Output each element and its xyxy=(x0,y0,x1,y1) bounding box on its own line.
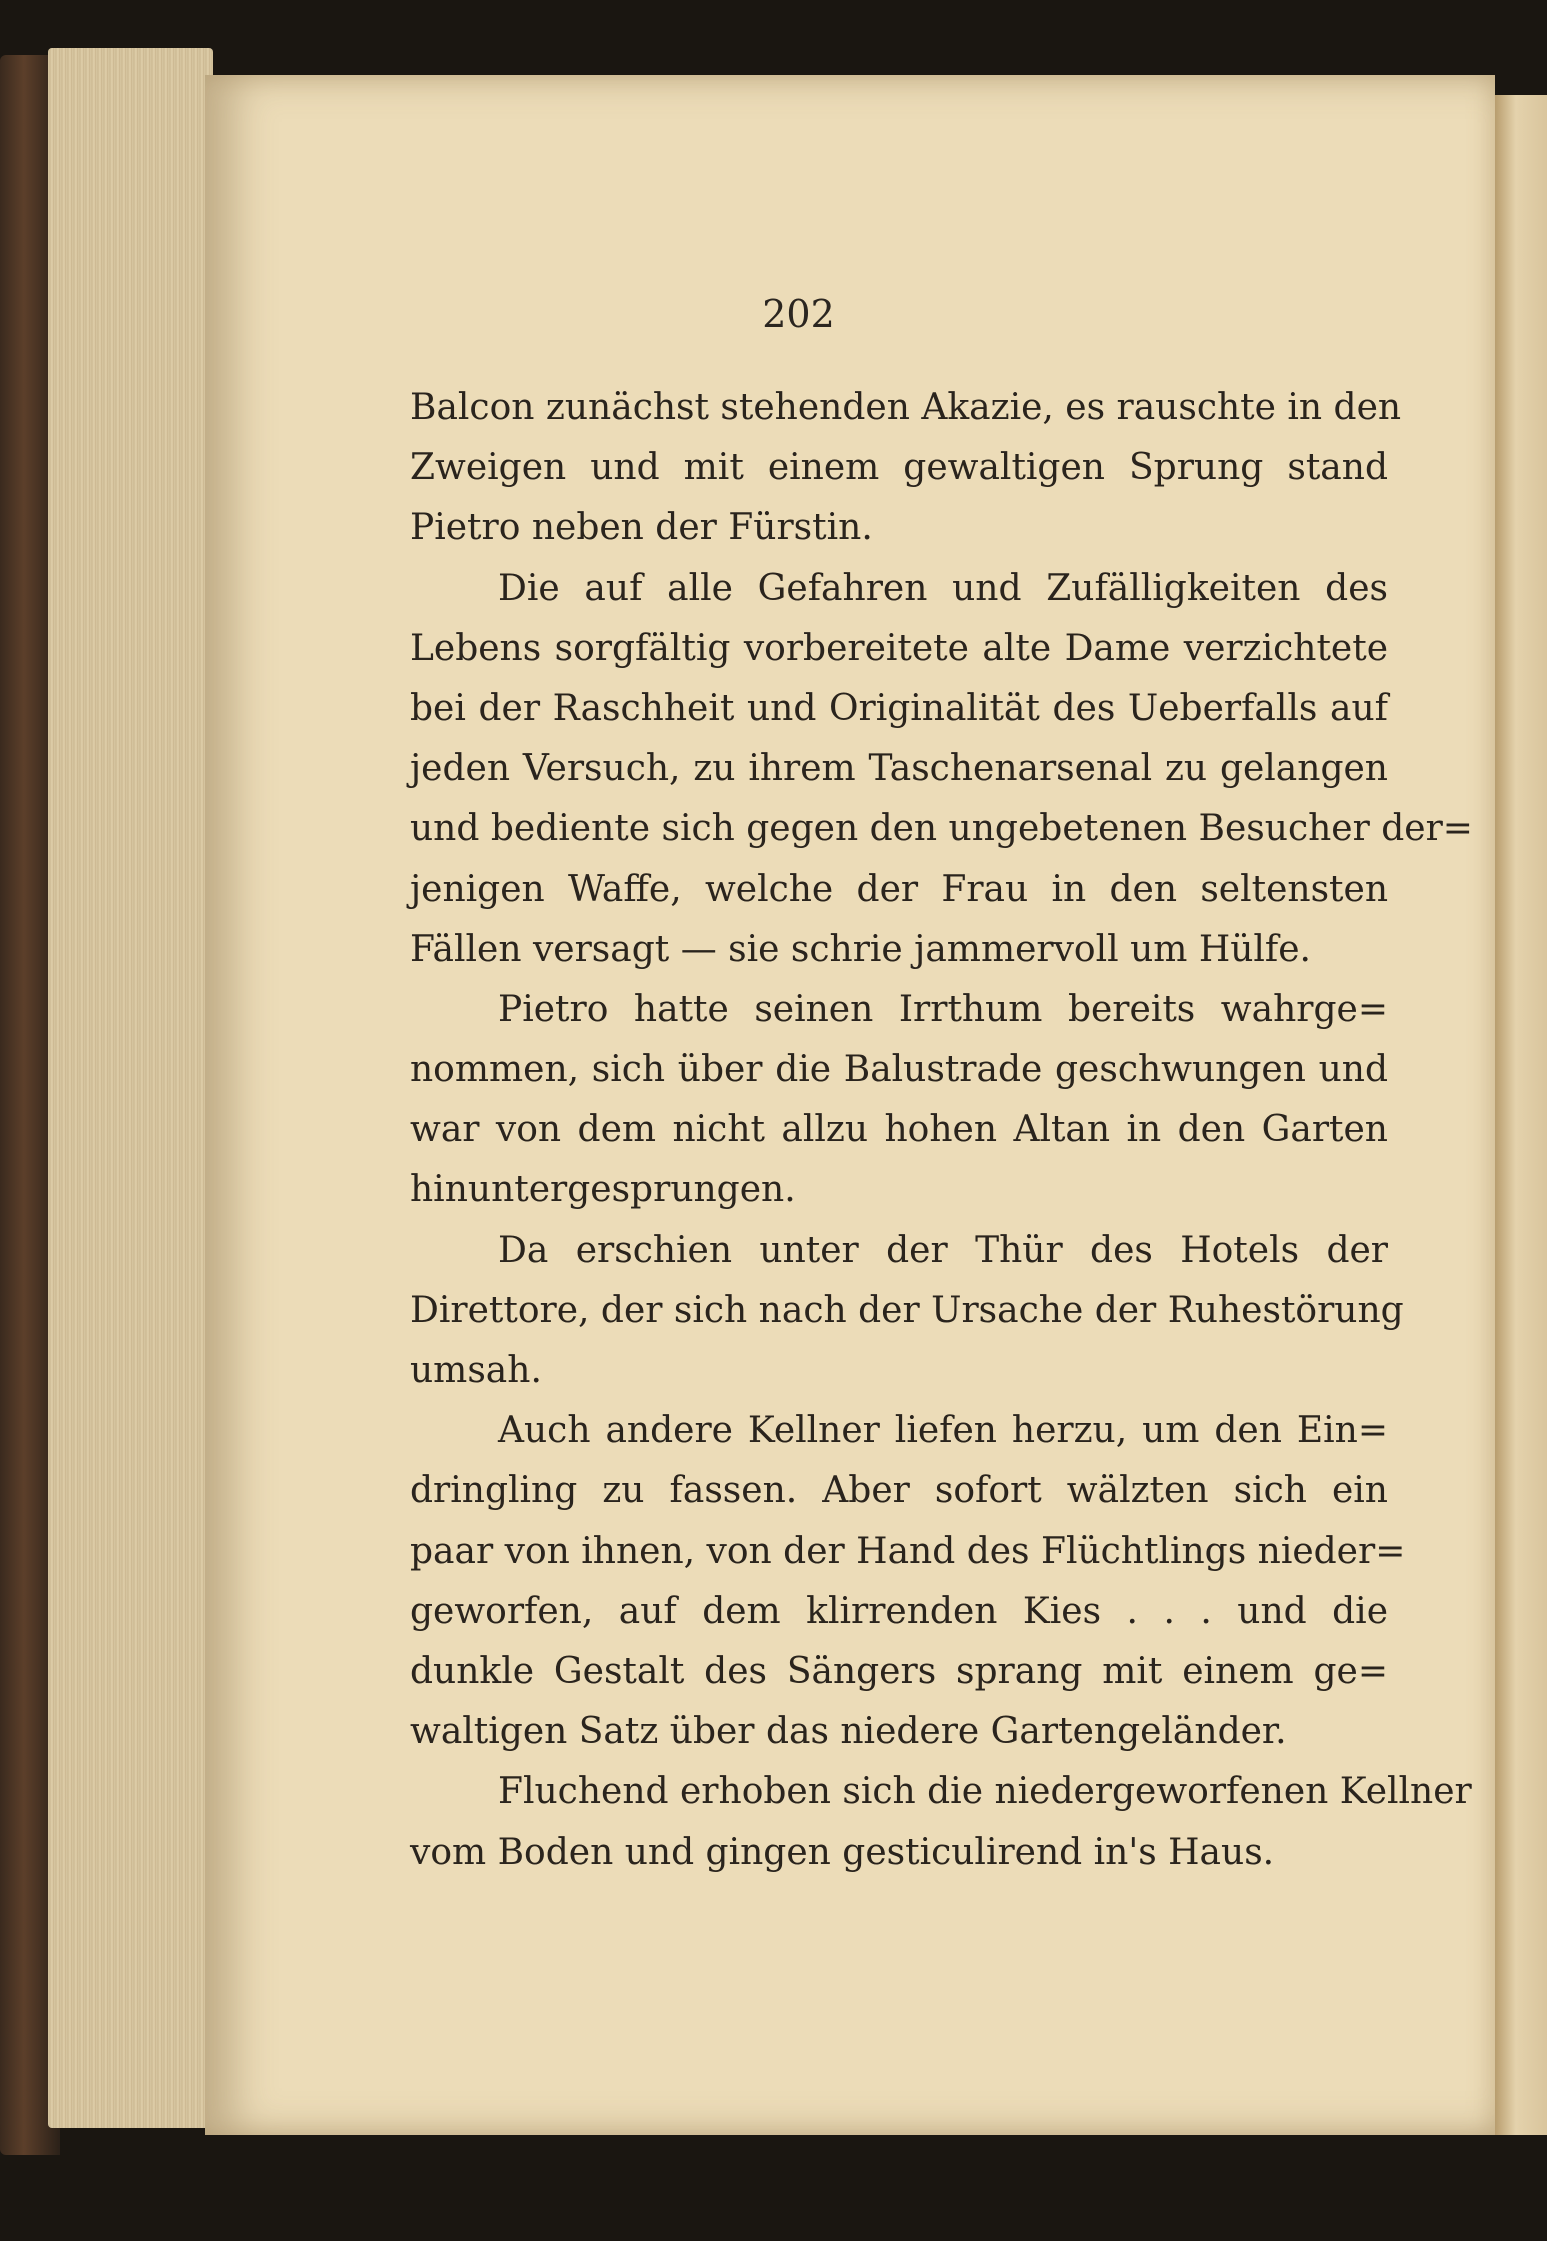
text-line: vom Boden und gingen gesticulirend in's Haus. xyxy=(410,1831,1275,1873)
text-line: Die auf alle Gefahren und Zufälligkeiten des xyxy=(498,567,1388,609)
text-line: Da erschien unter der Thür des Hotels der xyxy=(498,1229,1388,1271)
body-text xyxy=(410,378,1473,1883)
page-number: 202 xyxy=(762,292,835,336)
text-line: Auch andere Kellner liefen herzu, um den Ein= xyxy=(498,1410,1388,1452)
text-line: bei der Raschheit und Originalität des Ueberfalls auf xyxy=(410,687,1388,729)
facing-page-edge xyxy=(1495,95,1547,2135)
text-line: dunkle Gestalt des Sängers sprang mit einem ge= xyxy=(410,1650,1388,1692)
text-line: Zweigen und mit einem gewaltigen Sprung stand xyxy=(410,447,1388,489)
text-line: paar von ihnen, von der Hand des Flüchtlings nieder= xyxy=(410,1530,1406,1572)
text-line: und bediente sich gegen den ungebetenen Besucher der= xyxy=(410,808,1473,850)
text-line: Fluchend erhoben sich die niedergeworfenen Kellner xyxy=(498,1771,1472,1813)
text-line: Pietro neben der Fürstin. xyxy=(410,507,873,549)
text-line: war von dem nicht allzu hohen Altan in den Garten xyxy=(410,1109,1388,1151)
text-line: jenigen Waffe, welche der Frau in den seltensten xyxy=(410,868,1388,910)
text-line: Pietro hatte seinen Irrthum bereits wahrge= xyxy=(498,988,1388,1030)
text-line: jeden Versuch, zu ihrem Taschenarsenal zu gelangen xyxy=(410,748,1388,790)
text-line: Direttore, der sich nach der Ursache der Ruhestörung xyxy=(410,1289,1404,1331)
text-line: waltigen Satz über das niedere Gartengeländer. xyxy=(410,1711,1287,1753)
text-line: umsah. xyxy=(410,1350,542,1391)
text-line: Lebens sorgfältig vorbereitete alte Dame verzichtete xyxy=(410,627,1388,669)
text-line: dringling zu fassen. Aber sofort wälzten sich ein xyxy=(410,1470,1388,1512)
text-line: geworfen, auf dem klirrenden Kies . . . und die xyxy=(410,1590,1388,1632)
text-line: hinuntergesprungen. xyxy=(410,1169,796,1211)
text-line: nommen, sich über die Balustrade geschwungen und xyxy=(410,1049,1388,1091)
text-line: Fällen versagt — sie schrie jammervoll um Hülfe. xyxy=(410,928,1312,970)
text-line: Balcon zunächst stehenden Akazie, es rauschte in den xyxy=(410,387,1402,428)
page-stack-edges xyxy=(48,48,213,2128)
